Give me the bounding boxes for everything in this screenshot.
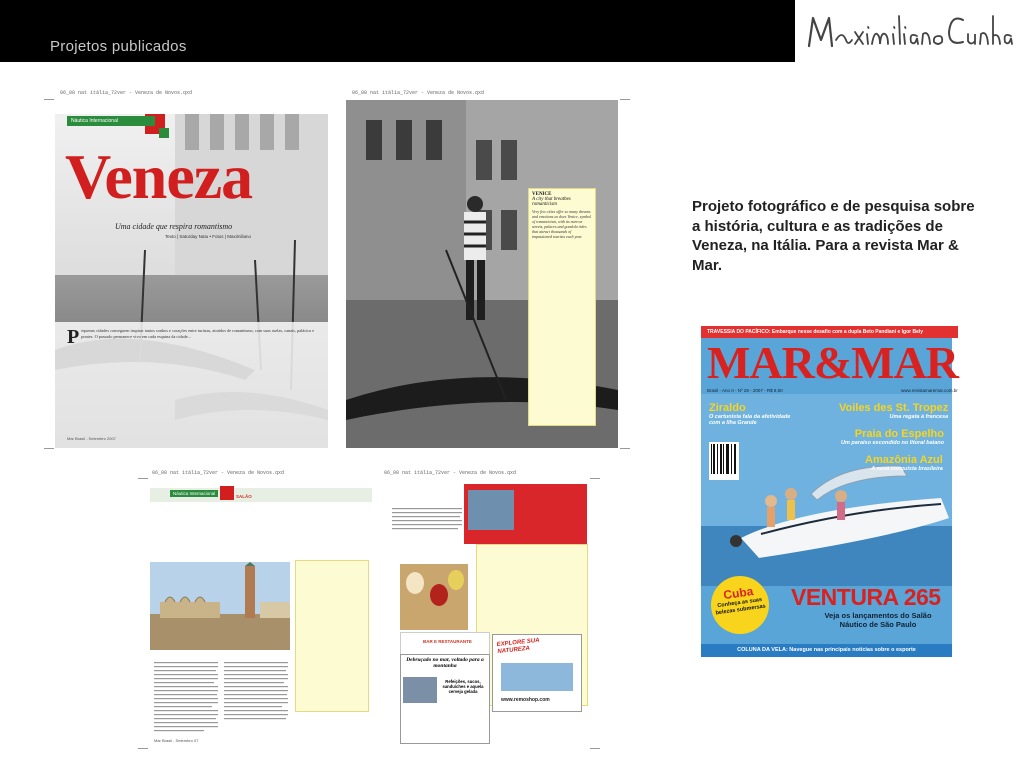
magazine-cover bbox=[701, 326, 959, 657]
brand-signature-logo bbox=[805, 6, 1015, 56]
body-text-lines bbox=[154, 662, 294, 746]
ad-site: www.remoshop.com bbox=[501, 697, 550, 703]
cover-blurb-praia bbox=[841, 428, 944, 446]
crop-mark bbox=[138, 478, 148, 479]
print-slug: 06_08 nat itália_72ver - Veneza de Novos.qxd bbox=[384, 470, 517, 476]
ad-photo bbox=[403, 677, 437, 703]
blurb-title: Amazônia Azul bbox=[865, 454, 943, 466]
crop-mark bbox=[590, 748, 600, 749]
print-slug: 06_08 nat itália_72ver - Veneza de Novos.qxd bbox=[152, 470, 285, 476]
print-slug: 06_08 nat itália_72ver - Veneza de Novos.qxd bbox=[352, 90, 485, 96]
cover-site: www.revistamaremar.com.br bbox=[901, 388, 958, 393]
article-text-lines bbox=[392, 508, 462, 554]
blurb-title: Praia do Espelho bbox=[854, 428, 944, 440]
crop-mark bbox=[44, 448, 54, 449]
ad-explore: EXPLORE SUA NATUREZA bbox=[496, 637, 540, 656]
cover-blurb-amazonia bbox=[865, 454, 943, 472]
veneza-body bbox=[67, 328, 317, 438]
veneza-subtitle: Uma cidade que respira romantismo bbox=[115, 222, 233, 231]
cuba-sub: Conheça as suas belezas submersas bbox=[715, 596, 767, 616]
barcode-icon bbox=[709, 442, 739, 480]
box-text: Very few cities offer so many dreams and emotions as does Venice, symbol of romanticism, with its narrow streets, palaces and gondola rides that attract thousands of impassioned tourists each year. bbox=[532, 209, 592, 239]
box-subheading: A city that breathes romanticism bbox=[532, 197, 571, 207]
blurb-sub: Um paraíso escondido no litoral baiano bbox=[841, 440, 944, 446]
page-footer: Mar Brasil - Setembro 2007 bbox=[67, 436, 116, 441]
red-square-decoration bbox=[220, 486, 234, 500]
cover-bottom-banner: COLUNA DA VELA: Navegue nas principais notícias sobre o esporte bbox=[701, 644, 952, 657]
section-tag: Náutica Internacional bbox=[67, 116, 155, 126]
crop-mark bbox=[138, 748, 148, 749]
salao-left-page bbox=[150, 480, 372, 748]
carnival-masks-photo bbox=[400, 564, 468, 630]
restaurant-ad-body bbox=[400, 654, 490, 744]
crop-mark bbox=[44, 99, 54, 100]
veneza-english-box bbox=[528, 188, 596, 426]
ad-headline: Debruçado no mar, voltado para a montanha bbox=[406, 657, 484, 669]
blurb-title: Ziraldo bbox=[709, 402, 746, 414]
cover-title: MAR&MAR bbox=[707, 337, 959, 388]
blurb-title: Voiles des St. Tropez bbox=[839, 402, 949, 414]
cover-blurb-voiles bbox=[839, 402, 948, 420]
section-tag: Náutica Internacional bbox=[170, 490, 218, 497]
project-description: Projeto fotográfico e de pesquisa sobre a história, cultura e as tradições de Veneza, na Itália. Para a revista Mar & Mar. bbox=[692, 198, 975, 274]
blurb-sub: A nova conquista brasileira bbox=[871, 466, 943, 472]
san-marco-photo bbox=[150, 562, 290, 650]
page-footer: Mar Brasil - Setembro 07 bbox=[154, 738, 199, 743]
blurb-sub: Uma regata à francesa bbox=[889, 414, 949, 420]
kayak-photo bbox=[501, 663, 573, 691]
crop-mark bbox=[590, 478, 600, 479]
cover-issue: Brasil - Ano II - Nº 28 - 2007 - R$ 8,50 bbox=[707, 388, 783, 393]
cuba-title: Cuba bbox=[722, 584, 755, 603]
salao-right-page bbox=[384, 478, 587, 744]
veneza-title: Veneza bbox=[65, 141, 253, 212]
section-title: Projetos publicados bbox=[50, 38, 187, 55]
crop-mark bbox=[620, 99, 630, 100]
section-tag-right: SALÃO bbox=[236, 494, 252, 499]
veneza-body-text: equenas cidades conseguem inspirar tantos sonhos e corações entre turistas, atraídos de romantismo, com suas ruelas, canais, palácios e pontes. O passado permanece vivo em cada esquina da cidade... bbox=[81, 328, 315, 339]
canal-photo bbox=[468, 490, 514, 530]
veneza-credits: Texto | Saturday Natu • Fotos | Maximiliano bbox=[165, 234, 251, 239]
article-text bbox=[392, 508, 462, 554]
blurb-sub: O cartunista fala da afetividade com a Ilha Grande bbox=[709, 414, 791, 426]
header-bar bbox=[0, 0, 795, 62]
cover-blurb-ziraldo bbox=[709, 402, 799, 426]
print-slug: 06_08 nat itália_72ver - Veneza de Novos.qxd bbox=[60, 90, 193, 96]
salao-english-box bbox=[295, 560, 369, 712]
box-heading: VENICE bbox=[532, 192, 552, 197]
ad-restaurant-name: BAR E RESTAURANTE bbox=[423, 639, 472, 644]
cover-top-banner: TRAVESSIA DO PACÍFICO: Embarque nesse desafio com a dupla Beto Pandiani e Igor Bely bbox=[701, 326, 958, 338]
explore-ad bbox=[492, 634, 582, 712]
veneza-left-page bbox=[55, 100, 328, 448]
crop-mark bbox=[620, 448, 630, 449]
ad-items: Refeições, sucos, sanduíches e aquela cerveja gelada bbox=[442, 679, 484, 694]
cover-feature-sub: Veja os lançamentos do Salão Náutico de São Paulo bbox=[824, 611, 932, 629]
signature-logo-icon bbox=[805, 6, 1015, 56]
drop-cap: P bbox=[67, 326, 80, 348]
cover-feature-title: VENTURA 265 bbox=[791, 584, 941, 610]
barcode bbox=[709, 442, 739, 480]
veneza-right-page bbox=[346, 100, 618, 448]
